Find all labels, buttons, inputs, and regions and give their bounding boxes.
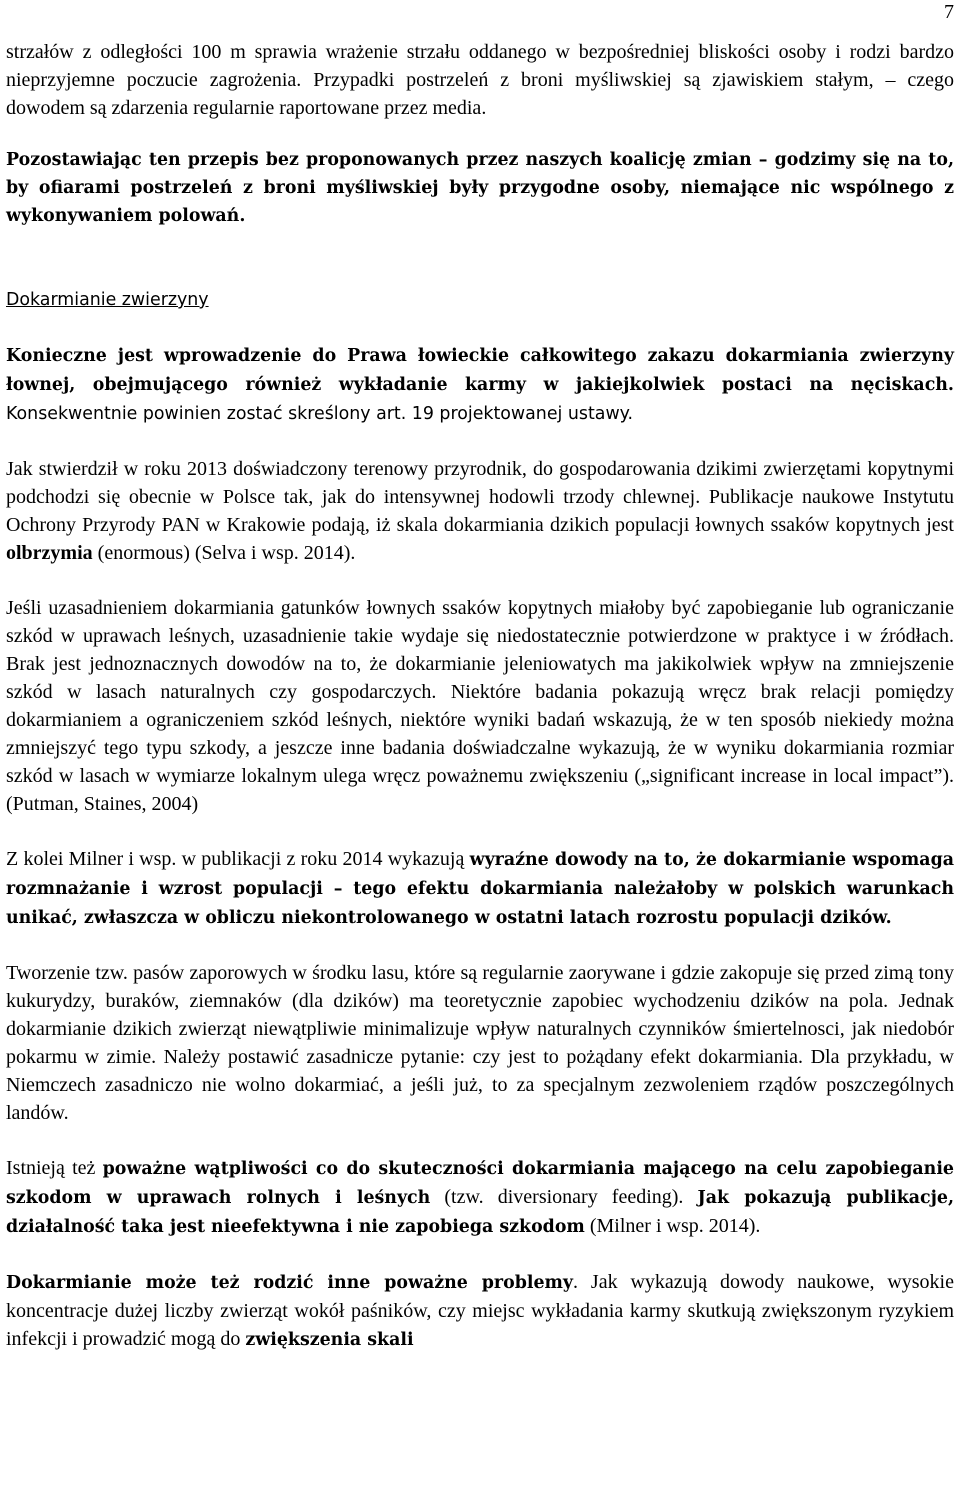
paragraph-shooting-distance: strzałów z odległości 100 m sprawia wrażenie strzału oddanego w bezpośredniej bliskości osoby i rodzi bardzo nieprzyjemne poczucie zagrożenia. Przypadki postrzeleń z broni myśliwskiej są zjawiskiem stałym, – czego dowodem są zdarzenia regularnie raportowane przez media. <box>6 41 954 119</box>
bold-text: Dokarmianie może też rodzić inne poważne problemy <box>6 1273 574 1293</box>
paragraph-scale-of-feeding <box>6 455 954 567</box>
text-run: (tzw. diversionary feeding). <box>430 1186 698 1208</box>
bold-text: Jak pokazują publikacje, działalność taka jest nieefektywna i nie zapobiega szkodom <box>6 1188 955 1237</box>
text-run: . Jak wykazują dowody naukowe, wysokie koncentracje dużej liczby zwierząt wokół paśników, czy miejsc wykładania karmy skutkują zwiększonym ryzykiem infekcji i prowadzić mogą do <box>6 1271 954 1350</box>
paragraph-barrier-strips: Tworzenie tzw. pasów zaporowych w środku lasu, które są regularnie zaorywane i gdzie zakopuje się przed zimą tony kukurydzy, buraków, ziemnaków (dla dzików) ma teoretycznie zapobiec wychodzeniu dzików na pola. Jednak dokarmianie dzikich zwierząt niewątpliwie minimalizuje wpływ naturalnych czynników śmiertelnosci, jak niedobór pokarmu w zimie. Należy postawić zasadnicze pytanie: czy jest to pożądany efekt dokarmiania. Dla przykładu, w Niemczech zasadniczo nie wolno dokarmiać, a jeśli już, to za specjalnym zezwoleniem rządów poszczególnych landów. <box>6 962 954 1124</box>
paragraph-feeding-ban <box>6 341 954 428</box>
paragraph-forest-damage: Jeśli uzasadnieniem dokarmiania gatunków łownych ssaków kopytnych miałoby być zapobieganie lub ograniczanie szkód w uprawach leśnych, uzasadnienie takie wydaje się niedostatecznie potwierdzone w praktyce i w źródłach. Brak jest jednoznacznych dowodów na to, że dokarmianie jeleniowatych ma jakikolwiek wpływ na zmniejszenie szkód w lasach naturalnych czy gospodarczych. Niektóre badania pokazują wręcz brak relacji pomiędzy dokarmianiem a ograniczeniem szkód leśnych, niektóre wyniki badań wskazują, że w ten sposób niekiedy można zmniejszyć tego typu szkody, a jeszcze inne badania doświadczalne wykazują, że w wyniku dokarmiania rozmiar szkód w lasach w wymiarze lokalnym ulega wręcz poważnemu zwiększeniu („significant increase in local impact”). (Putman, Staines, 2004) <box>6 597 954 815</box>
bold-text: wyraźne dowody na to, że dokarmianie wspomaga rozmnażanie i wzrost populacji – tego efektu dokarmiania należałoby w polskich warunkach unikać, zwłaszcza w obliczu niekontrolowanego w ostatni latach rozrostu populacji dzików. <box>6 850 954 928</box>
text-run: Konsekwentnie powinien zostać skreślony art. 19 projektowanej ustawy. <box>6 404 634 424</box>
text-run: (enormous) (Selva i wsp. 2014). <box>92 542 356 564</box>
bold-text: olbrzymia <box>6 542 93 564</box>
bold-text: poważne wątpliwości co do skuteczności dokarmiania mającego na celu zapobieganie szkodom w uprawach rolnych i leśnych <box>6 1159 954 1208</box>
bold-text: zwiększenia skali <box>245 1330 414 1350</box>
paragraph-other-problems <box>6 1268 954 1354</box>
text-run: Istnieją też <box>6 1157 103 1179</box>
section-title-feeding: Dokarmianie zwierzyny <box>6 290 209 310</box>
text-run: Z kolei Milner i wsp. w publikacji z roku 2014 wykazują <box>6 848 470 870</box>
text-run: Jak stwierdził w roku 2013 doświadczony terenowy przyrodnik, do gospodarowania dzikimi zwierzętami kopytnymi podchodzi się obecnie w Polsce tak, jak do intensywnej hodowli trzody chlewnej. Publikacje naukowe Instytutu Ochrony Przyrody PAN w Krakowie podają, iż skala dokarmiania dzikich populacji łownych ssaków kopytnych jest <box>6 458 954 536</box>
bold-text: Konieczne jest wprowadzenie do Prawa łowieckie całkowitego zakazu dokarmiania zwierzyny łownej, obejmującego również wykładanie karmy w jakiejkolwiek postaci na nęciskach. <box>6 346 954 395</box>
paragraph-doubts <box>6 1154 954 1241</box>
paragraph-bold-consequence: Pozostawiając ten przepis bez proponowanych przez naszych koalicję zmian – godzimy się na to, by ofiarami postrzeleń z broni myśliwskiej były przygodne osoby, niemające nic wspólnego z wykonywaniem polowań. <box>6 150 954 226</box>
document-body <box>6 38 954 1354</box>
text-run: (Milner i wsp. 2014). <box>584 1215 761 1237</box>
page-number: 7 <box>944 1 954 23</box>
paragraph-milner-evidence <box>6 845 954 932</box>
